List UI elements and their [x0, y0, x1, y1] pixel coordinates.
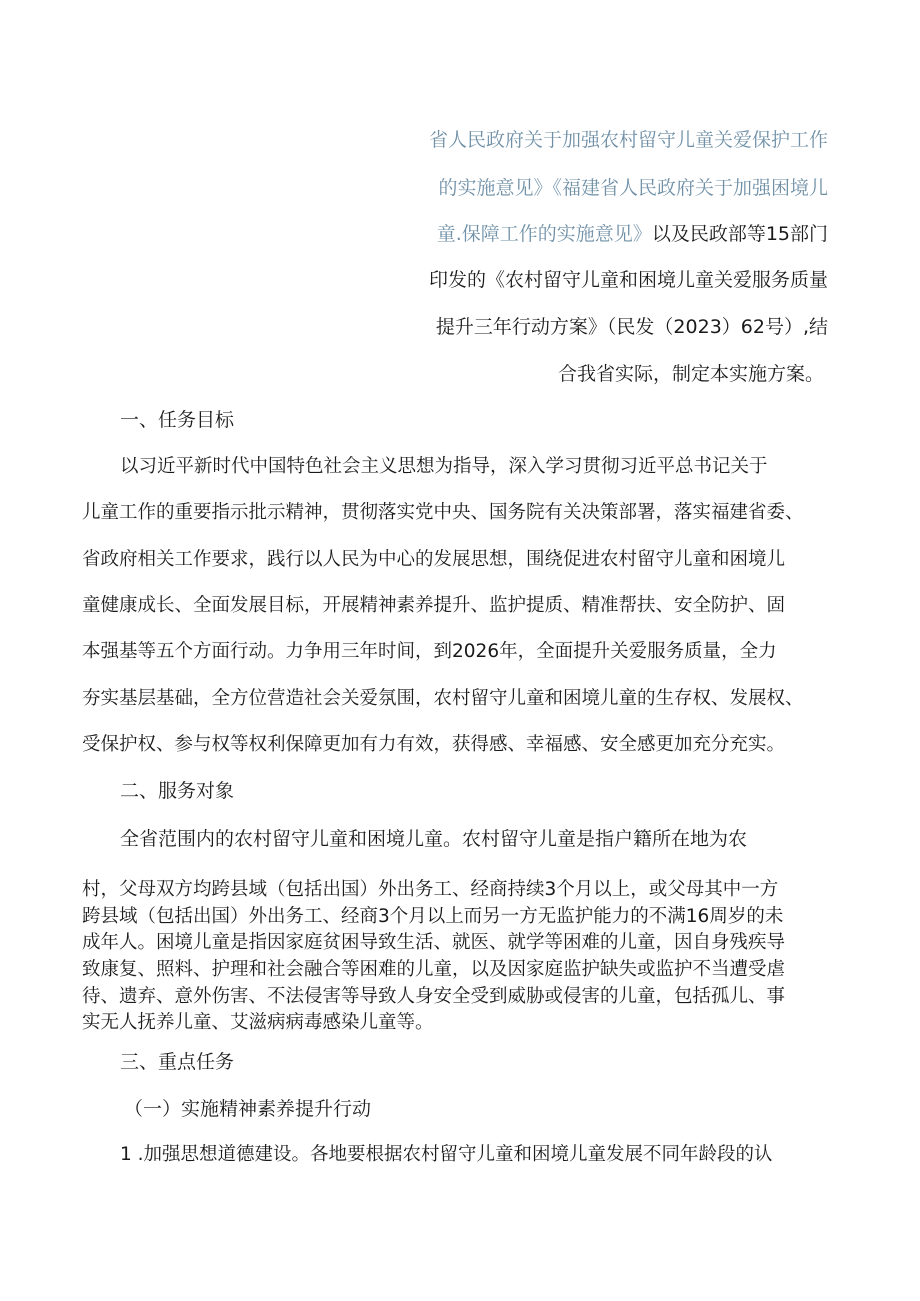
section-3-item-1: 1 .加强思想道德建设。各地要根据农村留守儿童和困境儿童发展不同年龄段的认 — [120, 1144, 773, 1165]
section-3-subheading: （一）实施精神素养提升行动 — [124, 1098, 372, 1120]
section-2-line-2: 跨县域（包括出国）外出务工、经商3个月以上而另一方无监护能力的不满16周岁的未 — [82, 906, 784, 927]
section-2-heading: 二、服务对象 — [120, 780, 235, 802]
intro-line-4: 印发的《农村留守儿童和困境儿童关爱服务质量 — [428, 269, 828, 291]
section-2-first-line: 全省范围内的农村留守儿童和困境儿童。农村留守儿童是指户籍所在地为农 — [120, 828, 748, 850]
section-2-line-3: 成年人。困境儿童是指因家庭贫困导致生活、就医、就学等困难的儿童，因自身残疾导 — [82, 932, 786, 953]
section-2-line-5: 待、遗弃、意外伤害、不法侵害等导致人身安全受到威胁或侵害的儿童，包括孤儿、事 — [82, 986, 786, 1007]
section-1-line-1: 以习近平新时代中国特色社会主义思想为指导，深入学习贯彻习近平总书记关于 — [120, 456, 768, 477]
section-1-heading: 一、任务目标 — [120, 409, 235, 431]
section-1-line-3: 省政府相关工作要求，践行以人民为中心的发展思想，围绕促进农村留守儿童和困境儿 — [82, 549, 786, 570]
intro-line-6: 合我省实际，制定本实施方案。 — [557, 363, 824, 385]
section-1-line-4: 童健康成长、全面发展目标，开展精神素养提升、监护提质、精准帮扶、安全防护、固 — [82, 595, 786, 616]
intro-line-1: 省人民政府关于加强农村留守儿童关爱保护工作 — [428, 129, 828, 151]
section-3-heading: 三、重点任务 — [120, 1051, 235, 1073]
intro-line-5: 提升三年行动方案》（民发（2023）62号）,结 — [435, 316, 828, 338]
section-1-line-5: 本强基等五个方面行动。力争用三年时间，到2026年，全面提升关爱服务质量，全力 — [82, 641, 777, 662]
section-2-line-4: 致康复、照料、护理和社会融合等困难的儿童，以及因家庭监护缺失或监护不当遭受虐 — [82, 959, 786, 980]
section-1-line-6: 夯实基层基础，全方位营造社会关爱氛围，农村留守儿童和困境儿童的生存权、发展权、 — [82, 688, 804, 709]
intro-line-3-link: 童.保障工作的实施意见》 — [436, 223, 652, 245]
section-2-line-1: 村，父母双方均跨县域（包括出国）外出务工、经商持续3个月以上，或父母其中一方 — [82, 879, 779, 900]
section-2-line-6: 实无人抚养儿童、艾滋病病毒感染儿童等。 — [82, 1012, 434, 1033]
section-1-line-2: 儿童工作的重要指示批示精神，贯彻落实党中央、国务院有关决策部署，落实福建省委、 — [82, 502, 804, 523]
intro-line-3 — [437, 222, 828, 246]
section-1-line-7: 受保护权、参与权等权利保障更加有力有效，获得感、幸福感、安全感更加充分充实。 — [82, 734, 786, 755]
intro-line-3-rest: 以及民政部等15部门 — [651, 223, 828, 245]
intro-line-2: 的实施意见》《福建省人民政府关于加强困境儿 — [438, 177, 828, 199]
